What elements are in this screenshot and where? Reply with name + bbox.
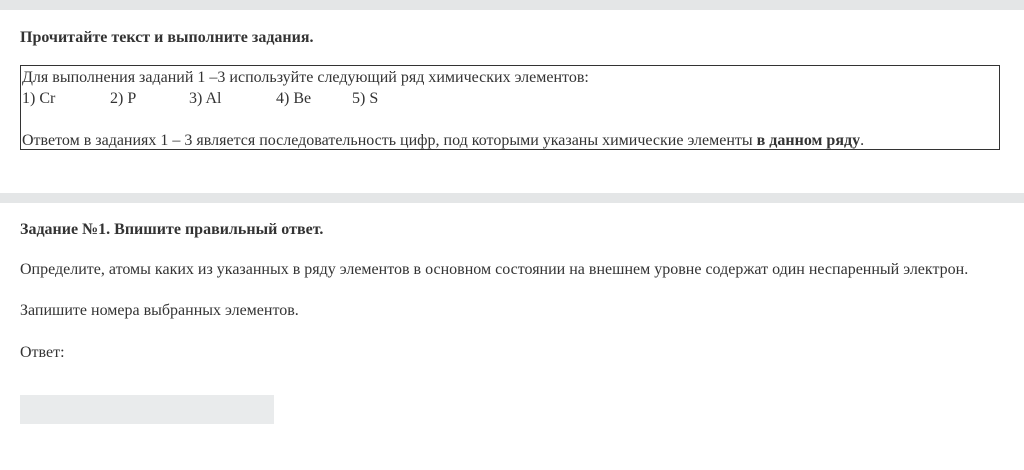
- intro-heading: Прочитайте текст и выполните задания.: [20, 29, 314, 46]
- task-question-text: Определите, атомы каких из указанных в ряду элементов в основном состоянии на внешнем уровне содержат один неспаренный электрон.: [20, 261, 969, 278]
- answer-format-emphasis: в данном ряду: [756, 132, 861, 149]
- top-separator-band: [0, 0, 1024, 10]
- element-item: 1) Cr: [22, 90, 56, 107]
- answer-format-period: .: [860, 132, 865, 149]
- element-item: 3) Al: [189, 90, 222, 107]
- answer-label: Ответ:: [20, 344, 65, 361]
- element-item: 4) Be: [276, 90, 312, 107]
- info-line-answer-format: [22, 132, 864, 150]
- task-instruction: Запишите номера выбранных элементов.: [20, 302, 299, 319]
- info-line-elements-intro: Для выполнения заданий 1 –3 используйте следующий ряд химических элементов:: [22, 69, 589, 86]
- info-box: [20, 65, 1000, 150]
- element-item: 5) S: [352, 90, 379, 107]
- section-separator-band: [0, 193, 1024, 203]
- answer-format-text: Ответом в заданиях 1 – 3 является последовательность цифр, под которыми указаны химические элементы: [22, 132, 757, 149]
- element-item: 2) P: [110, 90, 137, 107]
- task-heading: Задание №1. Впишите правильный ответ.: [20, 221, 324, 238]
- answer-input[interactable]: [20, 395, 274, 424]
